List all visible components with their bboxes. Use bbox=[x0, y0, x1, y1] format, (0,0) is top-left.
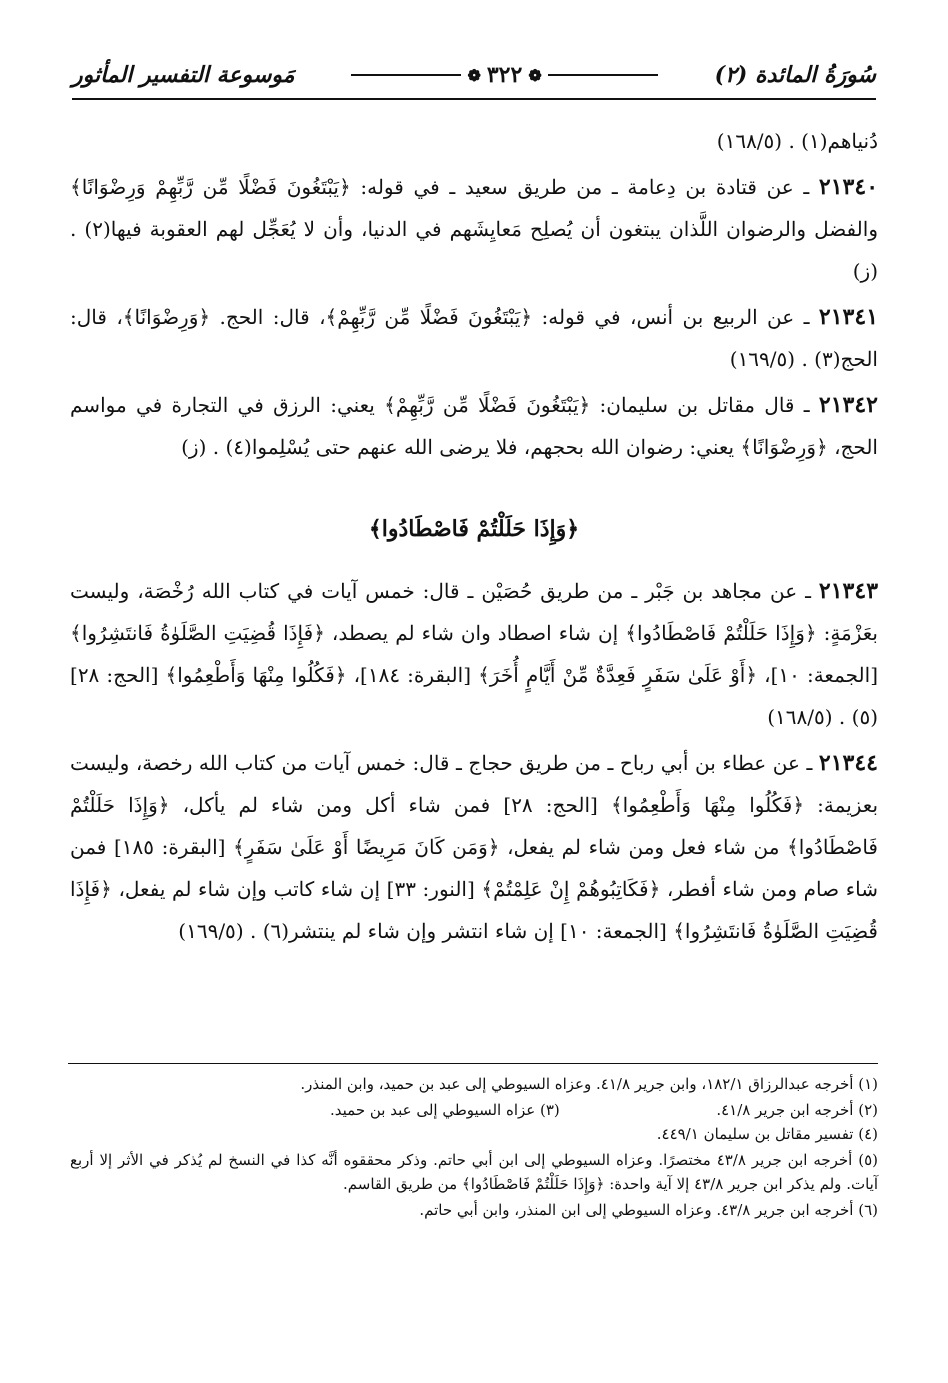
section-heading: ﴿وَإِذَا حَلَلْتُمْ فَاصْطَادُوا﴾ bbox=[368, 516, 580, 542]
entry-21342 bbox=[70, 384, 878, 468]
footnote-1: (١) أخرجه عبدالرزاق ١٨٢/١، وابن جرير ٤١/٨. وعزاه السيوطي إلى عبد بن حميد، وابن المنذر. bbox=[300, 1075, 878, 1093]
page-number: ٣٢٢ bbox=[486, 62, 523, 88]
entry-number: ٢١٣٤٢ bbox=[818, 392, 878, 418]
footnote-row bbox=[70, 1098, 878, 1122]
footnotes bbox=[70, 1072, 878, 1224]
header-rule bbox=[548, 74, 658, 76]
surah-title: سُورَةُ المائدة (٢) bbox=[714, 62, 876, 88]
entry-text: ـ عن قتادة بن دِعامة ـ من طريق سعيد ـ في قوله: ﴿يَبْتَغُونَ فَضْلًا مِّن رَّبِّهِمْ وَرِضْوَانًا﴾ والفضل والرضوان اللَّذان يبتغون أن يُصلِح مَعايِشَهم في الدنيا، وأن لا يُعَجِّل لهم العقوبة فيها(٢) . (ز) bbox=[70, 175, 878, 283]
entry-number: ٢١٣٤٠ bbox=[818, 174, 879, 200]
main-text bbox=[70, 120, 878, 956]
footnote-2: (٢) أخرجه ابن جرير ٤١/٨. bbox=[716, 1101, 878, 1119]
header-rule bbox=[351, 74, 461, 76]
entry-text: ـ عن مجاهد بن جَبْر ـ من طريق حُصَيْن ـ قال: خمس آيات في كتاب الله رُخْصَة، وليست بعَزْمَةٍ: ﴿وَإِذَا حَلَلْتُمْ فَاصْطَادُوا﴾ إن شاء اصطاد وان شاء لم يصطد، ﴿فَإِذَا قُضِيَتِ الصَّلَوٰةُ فَانتَشِرُوا﴾ [الجمعة: ١٠]، ﴿أَوْ عَلَىٰ سَفَرٍ فَعِدَّةٌ مِّنْ أَيَّامٍ أُخَرَ﴾ [البقرة: ١٨٤]، ﴿فَكُلُوا مِنْهَا وَأَطْعِمُوا﴾ [الحج: ٢٨](٥) . (١٦٨/٥) bbox=[70, 579, 878, 729]
entry-text: ـ عن عطاء بن أبي رباح ـ من طريق حجاج ـ قال: خمس آيات من كتاب الله رخصة، وليست بعزيمة: ﴿فَكُلُوا مِنْهَا وَأَطْعِمُوا﴾ [الحج: ٢٨] فمن شاء أكل ومن شاء لم يأكل، ﴿وَإِذَا حَلَلْتُمْ فَاصْطَادُوا﴾ من شاء فعل ومن شاء لم يفعل، ﴿وَمَن كَانَ مَرِيضًا أَوْ عَلَىٰ سَفَرٍ﴾ [البقرة: ١٨٥] فمن شاء صام ومن شاء أفطر، ﴿فَكَاتِبُوهُمْ إِنْ عَلِمْتُمْ﴾ [النور: ٣٣] إن شاء كاتب وإن شاء لم يفعل، ﴿فَإِذَا قُضِيَتِ الصَّلَوٰةُ فَانتَشِرُوا﴾ [الجمعة: ١٠] إن شاء انتشر وإن شاء لم ينتشر(٦) . (١٦٩/٥) bbox=[70, 751, 879, 943]
entry-21340 bbox=[70, 166, 878, 292]
ornament-icon: ❁ bbox=[467, 65, 481, 85]
footnote-6: (٦) أخرجه ابن جرير ٤٣/٨. وعزاه السيوطي إلى ابن المنذر، وابن أبي حاتم. bbox=[419, 1201, 878, 1219]
footnote-5: (٥) أخرجه ابن جرير ٤٣/٨ مختصرًا. وعزاه السيوطي إلى ابن أبي حاتم. وذكر محققوه أنَّه كذا في النسخ لم يُذكر في الأثر إلا أربع آيات. ولم يذكر ابن جرير ٤٣/٨ إلا آية واحدة: ﴿وَإِذَا حَلَلْتُمْ فَاصْطَادُوا﴾ من طريق القاسم. bbox=[70, 1151, 879, 1193]
entry-text: ـ عن الربيع بن أنس، في قوله: ﴿يَبْتَغُونَ فَضْلًا مِّن رَّبِّهِمْ﴾، قال: الحج. ﴿وَرِضْوَانًا﴾، قال: الحج(٣) . (١٦٩/٥) bbox=[70, 305, 878, 371]
footnote-3: (٣) عزاه السيوطي إلى عبد بن حميد. bbox=[330, 1101, 560, 1119]
entry-number: ٢١٣٤١ bbox=[818, 304, 879, 330]
entry-21341 bbox=[70, 296, 878, 380]
footnote-separator bbox=[68, 1063, 878, 1064]
book-title: مَوسوعة التفسير المأثور bbox=[72, 62, 295, 88]
page-number-block bbox=[351, 62, 657, 88]
entry-number: ٢١٣٤٣ bbox=[818, 578, 879, 604]
page-header bbox=[72, 52, 876, 100]
footnote-4: (٤) تفسير مقاتل بن سليمان ٤٤٩/١. bbox=[656, 1125, 878, 1143]
intro-line: دُنياهم(١) . (١٦٨/٥) bbox=[716, 129, 878, 153]
entry-number: ٢١٣٤٤ bbox=[818, 750, 878, 776]
entry-text: ـ قال مقاتل بن سليمان: ﴿يَبْتَغُونَ فَضْلًا مِّن رَّبِّهِمْ﴾ يعني: الرزق في التجارة في مواسم الحج، ﴿وَرِضْوَانًا﴾ يعني: رضوان الله بحجهم، فلا يرضى الله عنهم حتى يُسْلِموا(٤) . (ز) bbox=[70, 393, 878, 459]
ornament-icon: ❁ bbox=[528, 65, 542, 85]
entry-21343 bbox=[70, 570, 878, 738]
entry-21344 bbox=[70, 742, 878, 952]
